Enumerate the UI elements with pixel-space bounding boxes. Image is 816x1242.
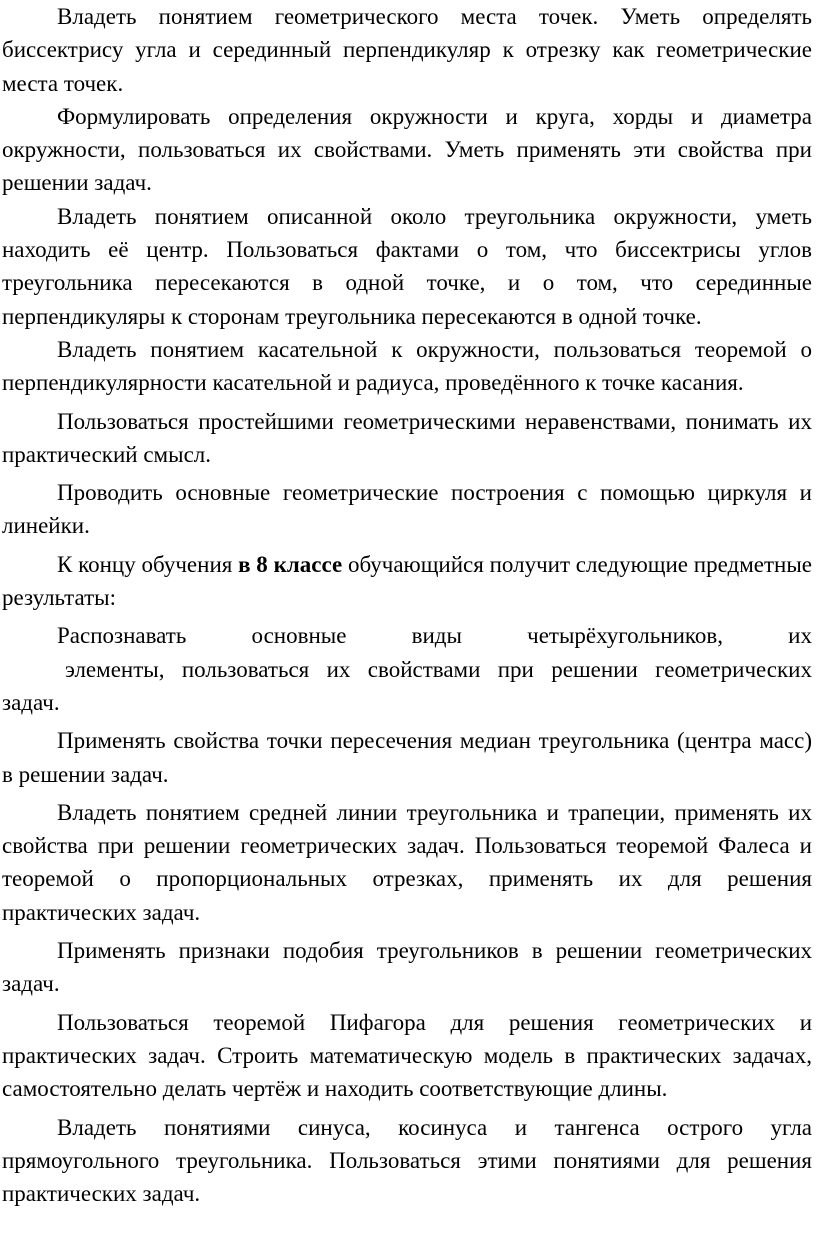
grade8-intro-bold: в 8 классе xyxy=(238,551,343,577)
paragraph-medians: Применять свойства точки пересечения медиан треугольника (центра масс) в решении задач. xyxy=(2,728,812,787)
paragraph-inequalities: Пользоваться простейшими геометрическими неравенствами, понимать их практический смысл. xyxy=(2,408,812,467)
paragraph-recognize-quadrilaterals xyxy=(2,619,812,719)
paragraph-trigonometry: Владеть понятиями синуса, косинуса и тангенса острого угла прямоугольного треугольника. Пользоваться этими понятиями для решения практических задач. xyxy=(2,1114,812,1207)
paragraph-tangent: Владеть понятием касательной к окружности, пользоваться теоремой о перпендикулярности касательной и радиуса, проведённого к точке касания. xyxy=(2,336,812,396)
recognize-line-2: элементы, пользоваться их свойствами при решении геометрических xyxy=(65,656,812,682)
paragraph-similarity: Применять признаки подобия треугольников в решении геометрических задач. xyxy=(2,938,812,997)
paragraph-constructions: Проводить основные геометрические построения с помощью циркуля и линейки. xyxy=(2,480,812,539)
paragraph-pythagoras: Пользоваться теоремой Пифагора для решения геометрических и практических задач. Строить математическую модель в практических задачах, самостоятельно делать чертёж и находить соответствующие длины. xyxy=(2,1009,812,1102)
recognize-line-1: Распознавать основные виды четырёхугольников, их xyxy=(57,623,812,649)
paragraph-circumscribed-circle: Владеть понятием описанной около треугольника окружности, уметь находить её центр. Пользоваться фактами о том, что биссектрисы углов треугольника пересекаются в одной точке, и о том, что серединные перпендикуляры к сторонам треугольника пересекаются в одной точке. xyxy=(2,203,812,329)
grade8-intro-after: обучающийся получит следующие предметные результаты: xyxy=(2,551,812,611)
paragraph-midline: Владеть понятием средней линии треугольника и трапеции, применять их свойства при решении геометрических задач. Пользоваться теоремой Фалеса и теоремой о пропорциональных отрезках, применять их для решения практических задач. xyxy=(2,799,812,925)
paragraph-grade8-intro xyxy=(2,548,812,615)
grade8-intro-before: К концу обучения xyxy=(57,551,239,577)
paragraph-circle-definitions: Формулировать определения окружности и круга, хорды и диаметра окружности, пользоваться их свойствами. Уметь применять эти свойства при решении задач. xyxy=(2,103,812,196)
paragraph-locus: Владеть понятием геометрического места точек. Уметь определять биссектрису угла и серединный перпендикуляр к отрезку как геометрические места точек. xyxy=(2,4,812,96)
recognize-line-3: задач. xyxy=(2,689,60,715)
